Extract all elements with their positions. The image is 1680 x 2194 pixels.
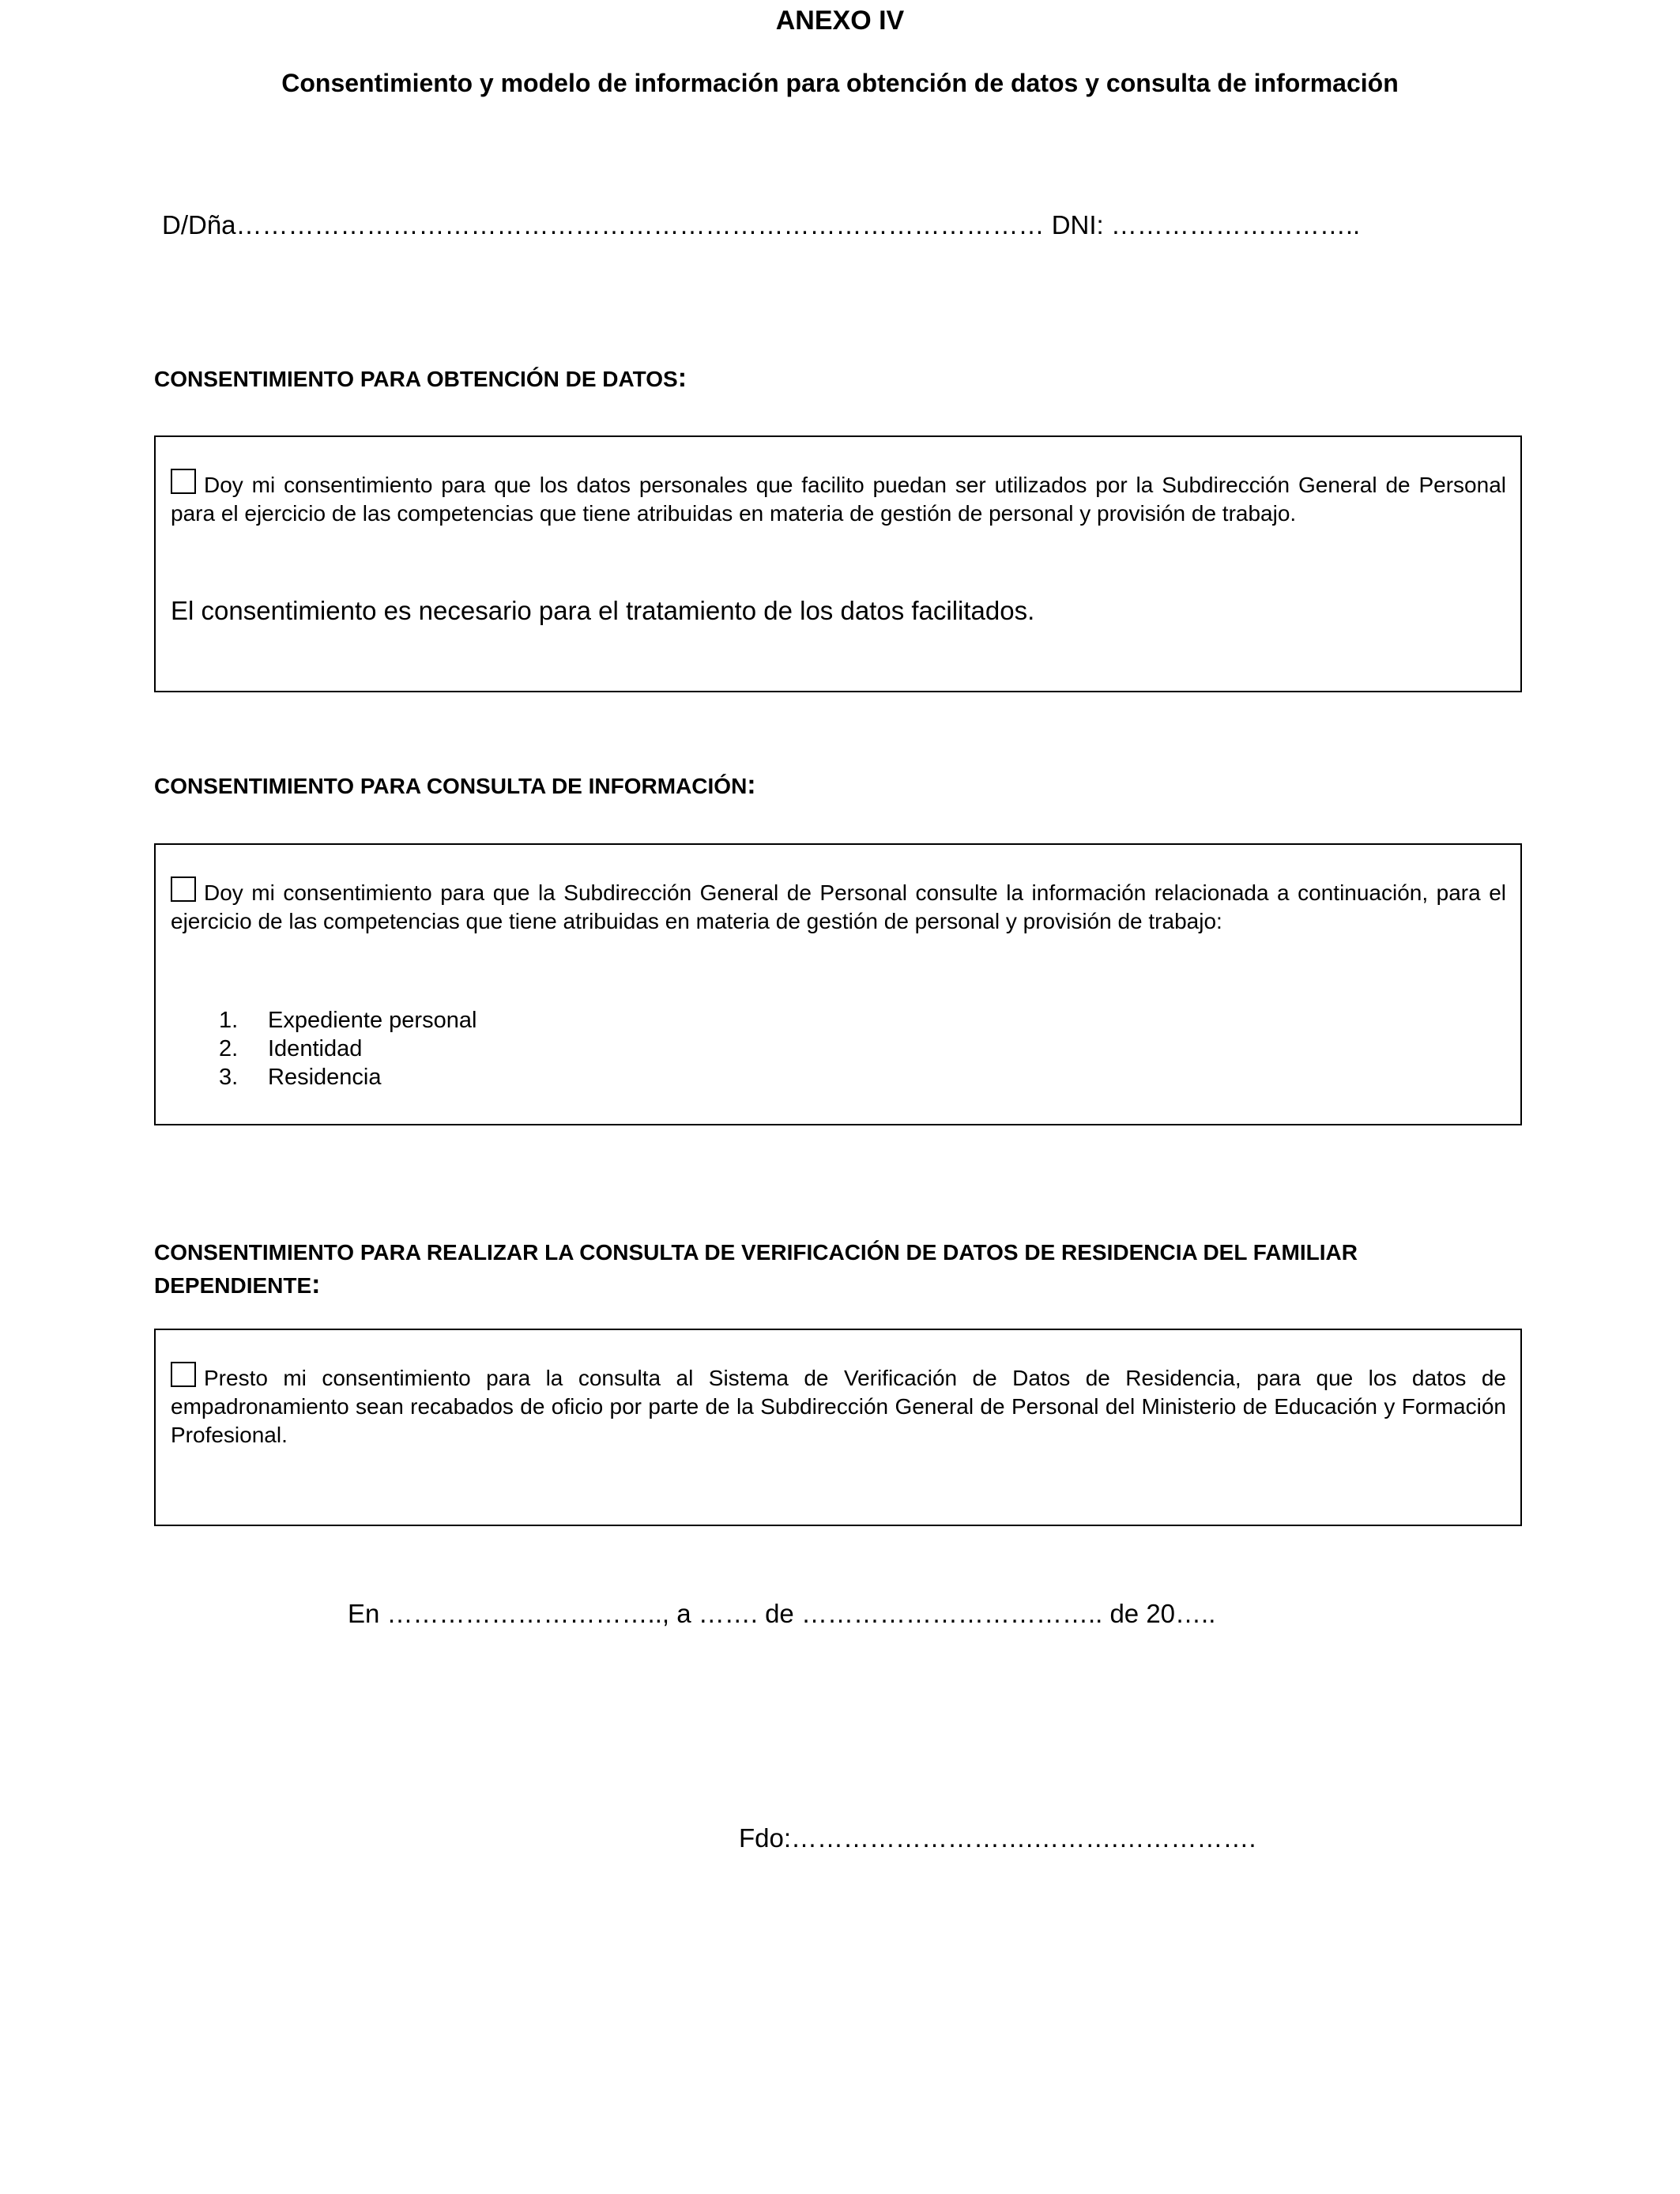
list-item-number: 1. bbox=[219, 1008, 239, 1033]
section-heading-obtencion bbox=[154, 362, 1529, 395]
list-item bbox=[219, 1035, 477, 1063]
consent-box-consulta bbox=[154, 843, 1522, 1125]
section-heading-text: CONSENTIMIENTO PARA CONSULTA DE INFORMACIÓN bbox=[154, 774, 748, 798]
list-item-number: 2. bbox=[219, 1036, 239, 1061]
checkbox-icon[interactable] bbox=[171, 876, 196, 902]
checkbox-icon[interactable] bbox=[171, 469, 196, 494]
page-subtitle: Consentimiento y modelo de información para obtención de datos y consulta de información bbox=[281, 69, 1399, 97]
list-item-label: Residencia bbox=[268, 1065, 382, 1090]
section-heading-colon: : bbox=[311, 1269, 321, 1299]
list-item-label: Expediente personal bbox=[268, 1008, 477, 1033]
list-item-label: Identidad bbox=[268, 1036, 363, 1061]
consent-text: Doy mi consentimiento para que la Subdirección General de Personal consulte la información relacionada a continuación, para el ejercicio de las competencias que tiene atribuidas en materia de gestión de personal y provisión de trabajo: bbox=[171, 880, 1506, 933]
section-heading-consulta bbox=[154, 769, 1529, 802]
list-item bbox=[219, 1063, 477, 1091]
place-date-line[interactable]: En ………………………….., a ……. de …………………………….. de 20….. bbox=[348, 1599, 1216, 1628]
consent-paragraph bbox=[171, 876, 1506, 936]
consent-box-obtencion bbox=[154, 435, 1522, 692]
page-title: ANEXO IV bbox=[775, 6, 905, 36]
section-heading-text: CONSENTIMIENTO PARA OBTENCIÓN DE DATOS bbox=[154, 367, 678, 391]
consent-paragraph bbox=[171, 469, 1506, 528]
consent-text: Presto mi consentimiento para la consulta al Sistema de Verificación de Datos de Residencia, para que los datos de empadronamiento sean recabados de oficio por parte de la Subdirección General de Personal del Ministerio de Educación y Formación Profesional. bbox=[171, 1366, 1506, 1447]
checkbox-icon[interactable] bbox=[171, 1362, 196, 1387]
list-item bbox=[219, 1006, 477, 1035]
consent-note: El consentimiento es necesario para el tratamiento de los datos facilitados. bbox=[171, 596, 1035, 625]
section-heading-colon: : bbox=[677, 363, 687, 393]
consent-box-verificacion bbox=[154, 1329, 1522, 1526]
section-heading-verificacion bbox=[154, 1237, 1529, 1302]
list-item-number: 3. bbox=[219, 1065, 239, 1090]
section-heading-colon: : bbox=[747, 770, 756, 800]
consent-paragraph bbox=[171, 1362, 1506, 1449]
consent-text: Doy mi consentimiento para que los datos personales que facilito puedan ser utilizados por la Subdirección General de Personal para el ejercicio de las competencias que tiene atribuidas en materia de gestión de personal y provisión de trabajo. bbox=[171, 473, 1506, 526]
information-list bbox=[219, 1006, 477, 1091]
name-dni-line[interactable]: D/Dña………………………………………………………………………………… DNI: ……………………….. bbox=[162, 210, 1361, 239]
section-heading-text: CONSENTIMIENTO PARA REALIZAR LA CONSULTA DE VERIFICACIÓN DE DATOS DE RESIDENCIA DEL FAMILIAR DEPENDIENTE bbox=[154, 1240, 1358, 1298]
signature-line[interactable]: Fdo:……………………….……….……………. bbox=[739, 1823, 1256, 1853]
